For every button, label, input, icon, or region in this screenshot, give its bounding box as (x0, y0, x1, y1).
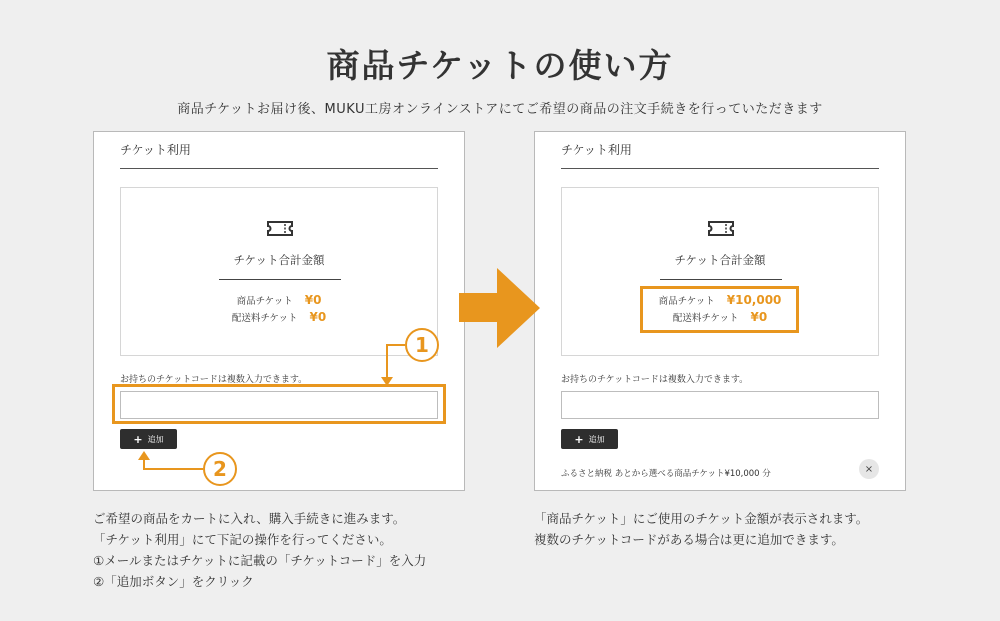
page-subtitle: 商品チケットお届け後、MUKU工房オンラインストアにてご希望の商品の注文手続きを行っていただきます (177, 102, 823, 117)
connector-step2-arrowhead (138, 451, 150, 460)
step-1-badge: 1 (405, 328, 439, 362)
ticket-usage-heading: チケット利用 (120, 143, 191, 157)
code-note: お持ちのチケットコードは複数入力できます。 (561, 375, 749, 385)
shipping-ticket-value: ¥0 (309, 310, 327, 324)
code-note: お持ちのチケットコードは複数入力できます。 (120, 375, 308, 385)
left-caption: ご希望の商品をカートに入れ、購入手続きに進みます。 「チケット利用」にて下記の操作を行ってください。 ①メールまたはチケットに記載の「チケットコード」を入力 ②「追加ボタン」をクリック (93, 511, 427, 589)
connector-step1 (387, 345, 405, 380)
ticket-amount-highlight (640, 286, 799, 333)
code-input-highlight (112, 384, 446, 424)
product-ticket-label: 商品チケット (236, 296, 293, 307)
ticket-usage-heading: チケット利用 (561, 143, 632, 157)
shipping-ticket-label: 配送料チケット (672, 313, 739, 324)
product-ticket-value: ¥10,000 (726, 293, 782, 307)
shipping-ticket-label: 配送料チケット (231, 313, 298, 324)
close-icon: × (864, 463, 874, 475)
product-ticket-value: ¥0 (304, 293, 322, 307)
ticket-total-label: チケット合計金額 (674, 253, 766, 267)
add-button-label: 追加 (147, 434, 164, 444)
shipping-ticket-value: ¥0 (750, 310, 768, 324)
product-ticket-label: 商品チケット (658, 296, 715, 307)
plus-icon: + (133, 432, 143, 446)
step-2-badge: 2 (203, 452, 237, 486)
next-step-arrow (459, 268, 540, 348)
page-title: 商品チケットの使い方 (326, 46, 674, 85)
applied-ticket-label: ふるさと納税 あとから選べる商品チケット¥10,000 分 (561, 469, 771, 479)
add-button-label: 追加 (588, 434, 605, 444)
plus-icon: + (574, 432, 584, 446)
connector-step2 (144, 458, 203, 469)
right-caption: 「商品チケット」にご使用のチケット金額が表示されます。 複数のチケットコードがある場合は更に追加できます。 (534, 511, 869, 547)
ticket-total-label: チケット合計金額 (233, 253, 325, 267)
